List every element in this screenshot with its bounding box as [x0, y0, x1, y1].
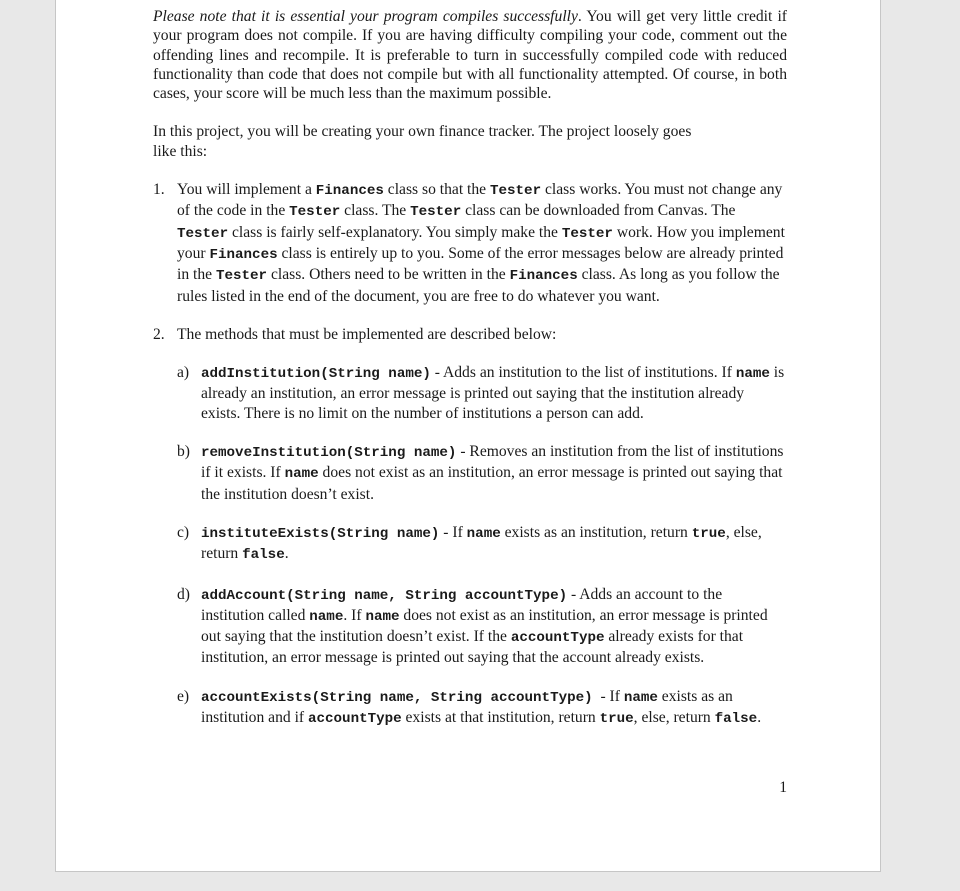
- page-content: [153, 7, 787, 729]
- list-item-2-text: The methods that must be implemented are described below:: [177, 325, 557, 343]
- method-item-b: [177, 442, 787, 504]
- method-signature: accountExists(String name, String accountType): [201, 689, 593, 706]
- list-number: 2.: [153, 325, 165, 343]
- code-tester: Tester: [289, 204, 341, 221]
- method-letter: e): [177, 687, 190, 705]
- project-line-1: In this project, you will be creating your own finance tracker. The project loosely goes: [153, 123, 692, 141]
- method-item-c: [177, 523, 787, 566]
- page-number: 1: [779, 779, 787, 796]
- method-item-a: [177, 363, 787, 423]
- method-description: addInstitution(String name) - Adds an institution to the list of institutions. If name is already an institution, an error message is printed out saying that the institution already exists. There is no limit on the number of institutions a person can add.: [201, 364, 785, 422]
- code-false: false: [714, 711, 758, 728]
- document-page: [55, 0, 881, 872]
- intro-paragraph: [153, 7, 787, 103]
- code-name: name: [466, 525, 501, 542]
- code-account-type: accountType: [510, 630, 605, 647]
- code-finances: Finances: [315, 183, 384, 200]
- code-tester: Tester: [410, 204, 462, 221]
- intro-text: . You will get very little credit if your program does not compile. If you are having difficulty compiling your code, comment out the offending lines and recompile. It is preferable to turn in successfully compiled code with reduced functionality than code that does not compile but with all functionality attempted. Of course, in both cases, your score will be much less than the maximum possible.: [153, 8, 787, 103]
- list-item-2: [153, 325, 787, 344]
- list-item-1-text: You will implement a Finances class so that the Tester class works. You must not change any of the code in the Tester class. The Tester class can be downloaded from Canvas. The Tester class is fairly self-explanatory. You simply make the Tester work. How you implement your Finances class is entirely up to you. Some of the error messages below are already printed in the Tester class. Others need to be written in the Finances class. As long as you follow the rules listed in the end of the document, you are free to do whatever you want.: [177, 181, 785, 305]
- method-description: accountExists(String name, String accountType) - If name exists as an institution and if accountType exists at that institution, return true, else, return false.: [201, 687, 762, 728]
- method-signature: addInstitution(String name): [201, 366, 431, 383]
- code-false: false: [242, 547, 285, 564]
- project-paragraph: [153, 122, 787, 161]
- method-letter: d): [177, 585, 190, 603]
- method-signature: instituteExists(String name): [201, 525, 440, 542]
- intro-emphasis: Please note that it is essential your program compiles successfully: [153, 8, 578, 25]
- code-tester: Tester: [561, 225, 613, 242]
- method-signature: addAccount(String name, String accountType): [201, 587, 568, 604]
- method-signature: removeInstitution(String name): [201, 445, 457, 462]
- code-name: name: [365, 608, 400, 625]
- list-item-1: [153, 180, 787, 306]
- code-tester: Tester: [177, 225, 229, 242]
- method-item-d: [177, 585, 787, 668]
- code-finances: Finances: [209, 246, 278, 263]
- code-name: name: [309, 608, 344, 625]
- code-tester: Tester: [215, 268, 268, 285]
- code-true: true: [691, 525, 726, 542]
- code-account-type: accountType: [308, 711, 402, 728]
- code-name: name: [735, 366, 770, 383]
- method-description: instituteExists(String name) - If name exists as an institution, return true, else, return false.: [201, 523, 762, 564]
- code-tester: Tester: [490, 183, 542, 200]
- project-line-2: like this:: [153, 142, 208, 160]
- method-description: addAccount(String name, String accountType) - Adds an account to the institution called name. If name does not exist as an institution, an error message is printed out saying that the institution doesn’t exist. If the accountType already exists for that institution, an error message is printed out saying that the account already exists.: [201, 585, 768, 667]
- method-letter: a): [177, 364, 190, 382]
- code-name: name: [284, 466, 319, 483]
- code-true: true: [599, 711, 634, 728]
- list-number: 1.: [153, 181, 165, 199]
- method-item-e: [177, 687, 787, 730]
- method-description: removeInstitution(String name) - Removes an institution from the list of institutions if it exists. If name does not exist as an institution, an error message is printed out saying that the institution doesn’t exist.: [201, 443, 784, 503]
- method-letter: b): [177, 443, 190, 461]
- code-name: name: [623, 689, 658, 706]
- method-letter: c): [177, 523, 190, 541]
- code-finances: Finances: [509, 268, 578, 285]
